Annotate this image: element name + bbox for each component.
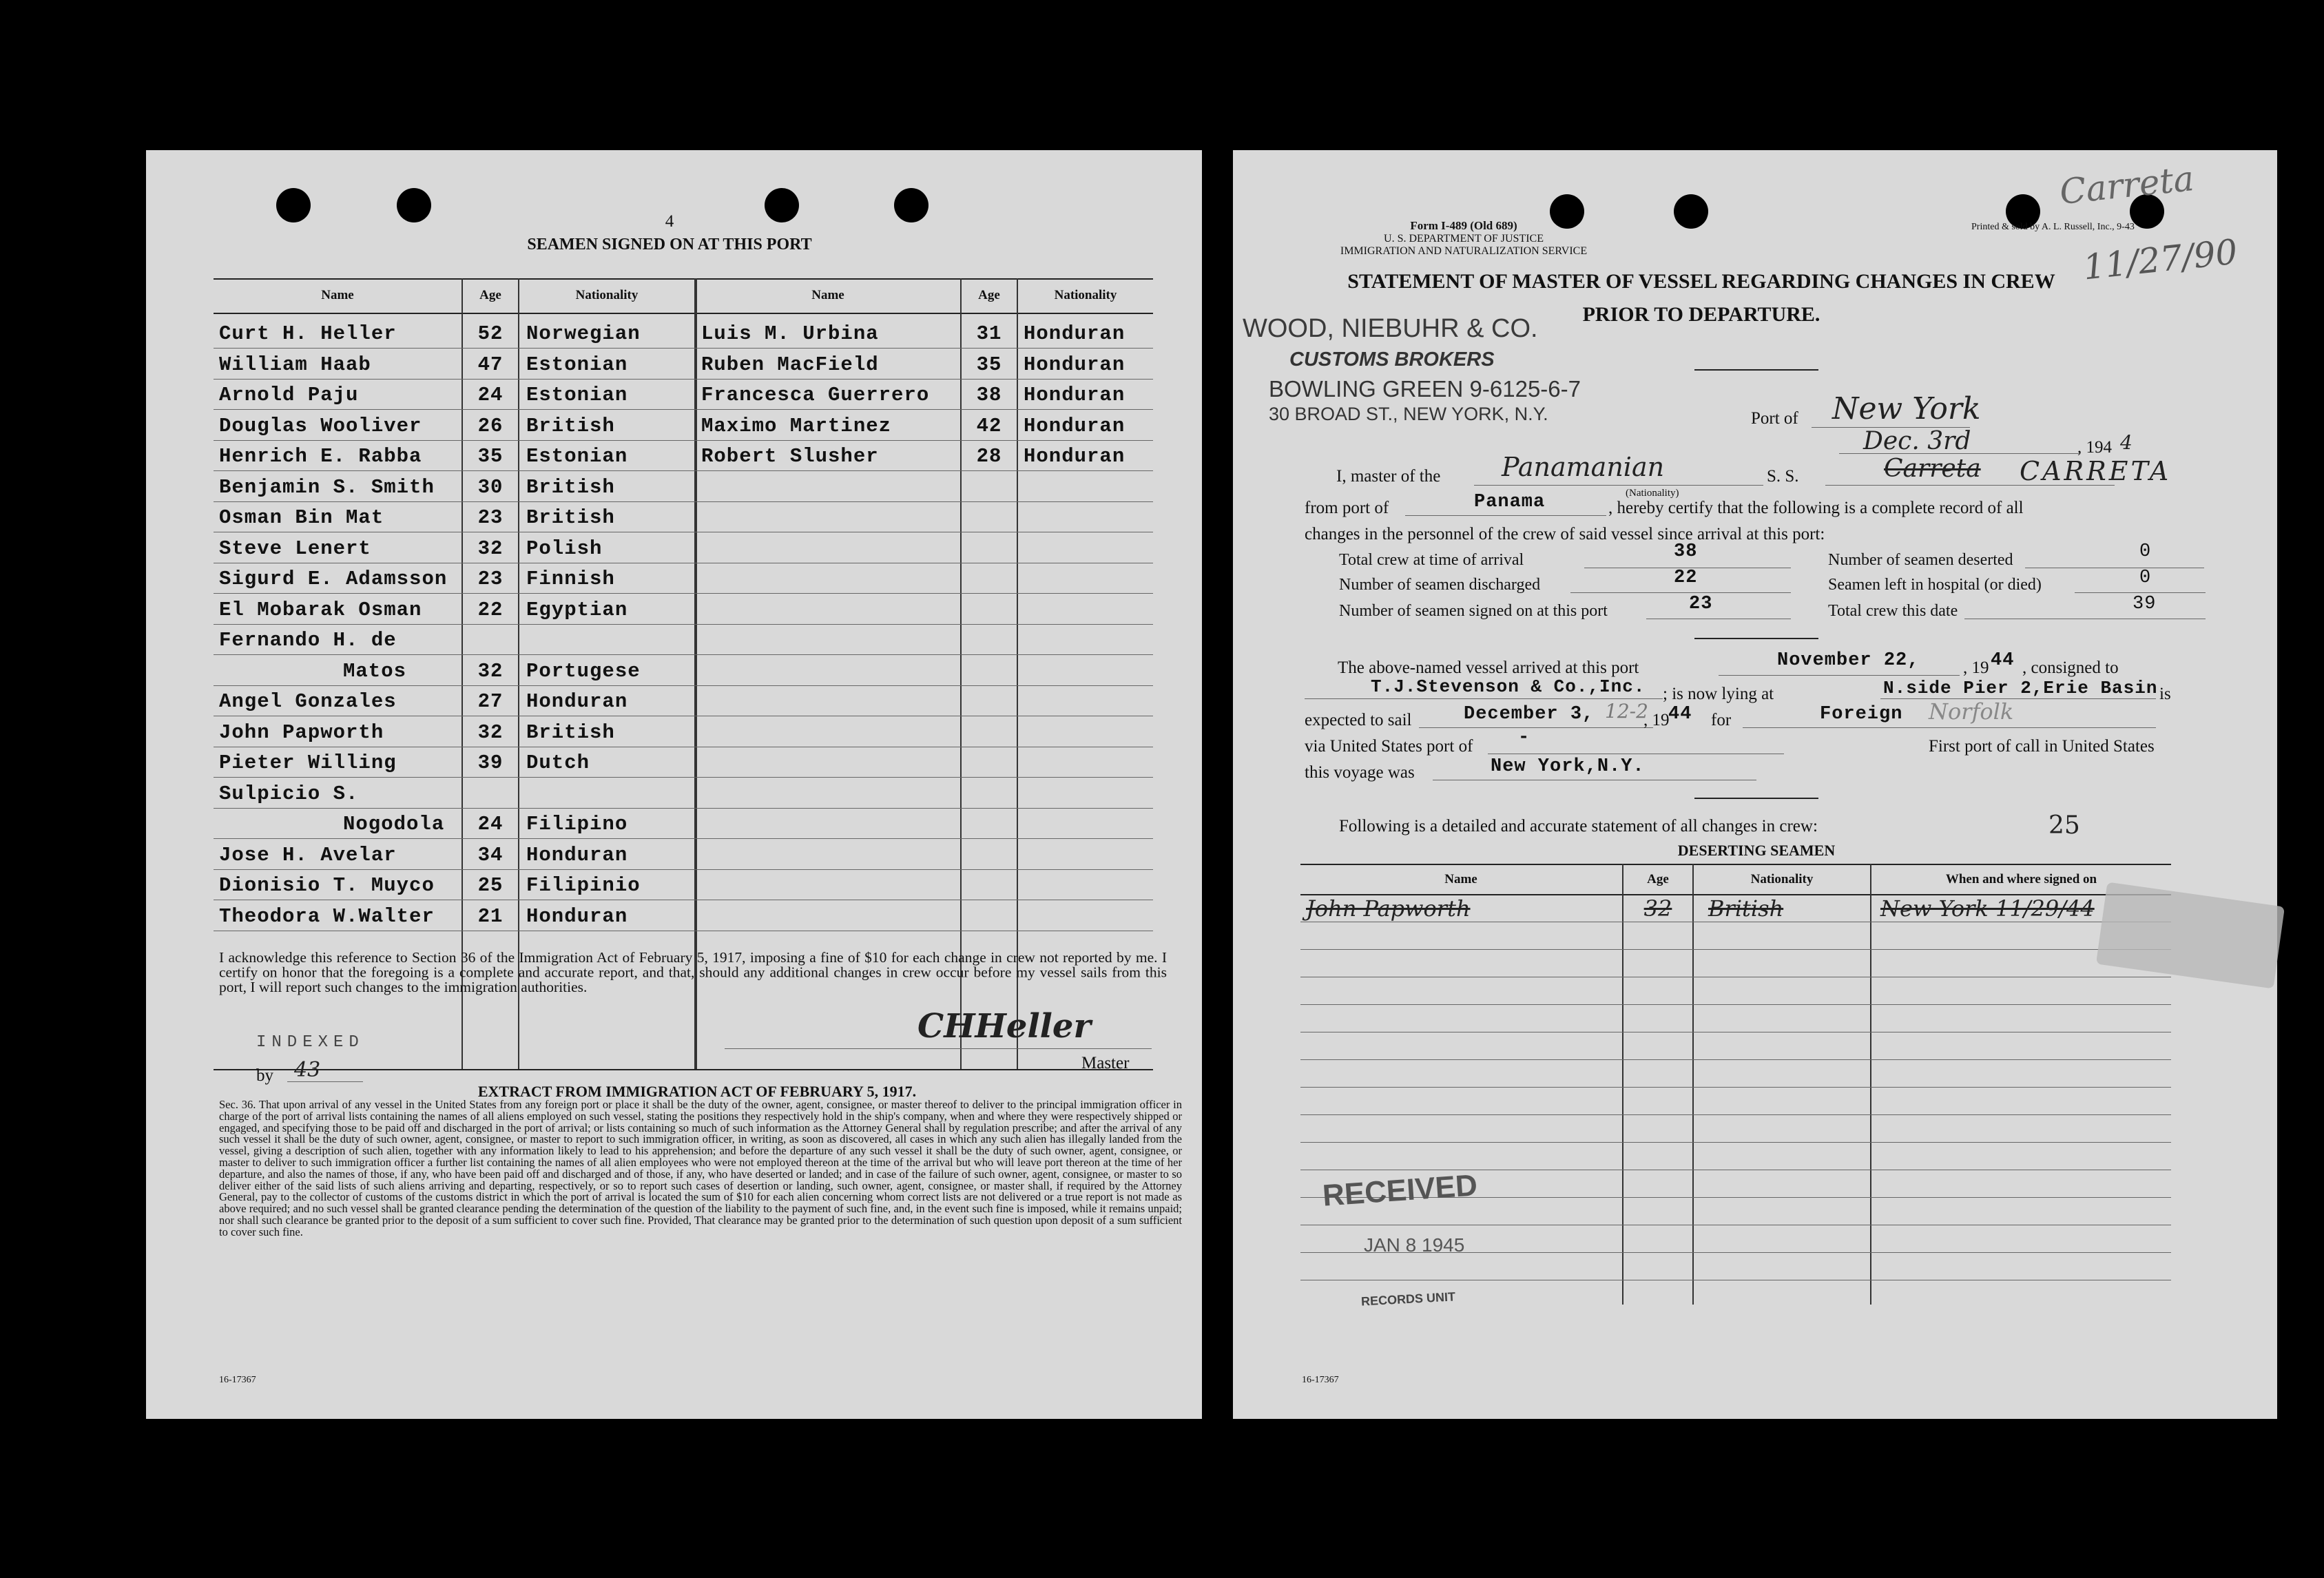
expected-label: expected to sail [1305, 711, 1412, 729]
first-port-label: First port of call in United States [1929, 737, 2155, 756]
corner-date: 11/27/90 [2081, 231, 2239, 288]
master-signature: CHHeller [917, 1007, 1091, 1046]
row-rule [214, 379, 1153, 380]
seaman-nationality: British [526, 720, 615, 744]
stat-hospital-label: Seamen left in hospital (or died) [1828, 576, 2042, 594]
seaman-nationality: Honduran [1024, 353, 1125, 376]
stat-rule [2075, 592, 2206, 593]
desert-table-top [1300, 864, 2171, 865]
seaman-age: 32 [477, 537, 504, 560]
arrived-rule [1719, 675, 1960, 676]
expected-hand: 12-2 [1605, 700, 1648, 723]
seaman-name: Luis M. Urbina [701, 322, 879, 345]
seaman-nationality: Filipinio [526, 874, 641, 897]
seaman-name: Arnold Paju [219, 384, 359, 406]
lying-value: N.side Pier 2,Erie Basin [1883, 678, 2158, 698]
seaman-age: 35 [477, 445, 504, 468]
expected-value: December 3, [1464, 704, 1595, 725]
lying-label: ; is now lying at [1663, 685, 1774, 703]
seaman-nationality: British [526, 506, 615, 529]
seaman-nationality: Honduran [1024, 384, 1125, 406]
punch-hole-3 [765, 188, 799, 222]
lying-suffix: is [2159, 685, 2171, 703]
seaman-nationality: Estonian [526, 353, 628, 376]
arrived-year: 44 [1991, 650, 2015, 671]
seaman-nationality: Finnish [526, 568, 615, 590]
from-port-label: from port of [1305, 499, 1389, 517]
seaman-nationality: British [526, 475, 615, 499]
seaman-name: Theodora W.Walter [219, 904, 435, 928]
row-rule [214, 777, 1153, 778]
seaman-nationality: Portugese [526, 659, 641, 683]
seaman-nationality: Honduran [526, 843, 628, 866]
row-rule [214, 838, 1153, 839]
master-label: Master [1081, 1054, 1130, 1072]
port-value: New York [1832, 391, 1981, 426]
col-header-name-2: Name [811, 288, 844, 302]
seaman-name: Nogodola [343, 813, 445, 835]
form-code-left: 16-17367 [219, 1375, 256, 1385]
seaman-age: 24 [477, 813, 504, 835]
desert-row-rule [1300, 1142, 2171, 1143]
seaman-age: 42 [976, 414, 1002, 437]
seaman-age: 23 [477, 568, 504, 590]
broker-stamp-line1: WOOD, NIEBUHR & CO. [1243, 314, 1538, 343]
changes-text: changes in the personnel of the crew of said vessel since arrival at this port: [1305, 525, 1825, 543]
voyage-label: this voyage was [1305, 763, 1415, 782]
stat-deserted-value: 0 [2139, 541, 2152, 562]
seaman-name: El Mobarak Osman [219, 598, 422, 621]
broker-stamp-line2: CUSTOMS BROKERS [1289, 349, 1495, 371]
seaman-name: Benjamin S. Smith [219, 475, 435, 499]
col-header-age: Age [479, 288, 501, 302]
seaman-age: 24 [477, 384, 504, 406]
seaman-name: Robert Slusher [701, 445, 879, 468]
seaman-nationality: Estonian [526, 384, 628, 406]
year-suffix: , 194 [2077, 438, 2112, 457]
nationality-caption: (Nationality) [1626, 488, 1679, 499]
desert-col-divider [1870, 864, 1871, 1305]
department: U. S. DEPARTMENT OF JUSTICE [1384, 233, 1544, 245]
arrived-label: The above-named vessel arrived at this port [1338, 658, 1639, 677]
seaman-name: Maximo Martinez [701, 414, 892, 437]
seaman-age: 32 [477, 720, 504, 744]
desert-col-age: Age [1647, 872, 1669, 886]
mid-rule [1694, 638, 1818, 639]
lying-rule [1880, 698, 2156, 699]
seaman-nationality: Dutch [526, 751, 590, 774]
row-rule [214, 440, 1153, 441]
punch-hole-1 [276, 188, 311, 222]
port-label: Port of [1751, 409, 1798, 428]
row-rule [214, 501, 1153, 502]
seaman-name: Fernando H. de [219, 629, 397, 652]
desert-col-when-where: When and where signed on [1945, 872, 2097, 886]
seaman-name: William Haab [219, 353, 371, 376]
seaman-age: 28 [976, 445, 1002, 468]
certify-text: , hereby certify that the following is a complete record of all [1608, 499, 2024, 517]
acknowledgment-text: I acknowledge this reference to Section 36 of the Immigration Act of February 5, 1917, imposing a fine of $10 for each change in crew not reported by me. I certify on honor that the foregoing is a complete and accurate report, and that, should any additional changes in crew occur before my vessel sails from this port, I will report such changes to the immigration authorities. [219, 950, 1167, 996]
extract-title: EXTRACT FROM IMMIGRATION ACT OF FEBRUARY 5, 1917. [477, 1083, 917, 1100]
ss-label: S. S. [1767, 467, 1799, 486]
seaman-nationality: Estonian [526, 445, 628, 468]
ss-print: CARRETA [2020, 456, 2172, 486]
date-rule [1839, 453, 2080, 454]
seaman-name: Steve Lenert [219, 537, 371, 560]
seaman-nationality: Honduran [1024, 445, 1125, 468]
seaman-age: 21 [477, 904, 504, 928]
desert-col-nationality: Nationality [1750, 872, 1814, 886]
seaman-name: Henrich E. Rabba [219, 445, 422, 468]
seaman-age: 38 [976, 384, 1002, 406]
tape-mark [2096, 882, 2285, 988]
col-header-name: Name [321, 288, 354, 302]
desert-col-name: Name [1444, 872, 1477, 886]
corner-note: Carreta [2057, 158, 2196, 213]
row-rule [214, 808, 1153, 809]
stat-discharged-label: Number of seamen discharged [1339, 576, 1541, 594]
from-port-rule [1405, 515, 1606, 516]
seaman-nationality: Honduran [1024, 414, 1125, 437]
punch-hole-2 [397, 188, 431, 222]
seaman-age: 27 [477, 690, 504, 713]
nationality-value: Panamanian [1502, 452, 1665, 482]
seaman-name: Francesca Guerrero [701, 384, 930, 406]
seamen-heading: SEAMEN SIGNED ON AT THIS PORT [527, 236, 812, 253]
row-rule [214, 624, 1153, 625]
punch-hole-4 [894, 188, 928, 222]
printer-note: Printed & sold by A. L. Russell, Inc., 9-43 [1971, 222, 2135, 232]
row-rule [214, 470, 1153, 471]
row-rule [214, 685, 1153, 686]
records-unit: RECORDS UNIT [1360, 1289, 1456, 1309]
by-rule [287, 1081, 363, 1082]
arrived-value: November 22, [1777, 650, 1920, 671]
master-of-label: I, master of the [1336, 467, 1441, 486]
row-rule [214, 869, 1153, 870]
table-bottom-rule [214, 1069, 1153, 1070]
service: IMMIGRATION AND NATURALIZATION SERVICE [1340, 245, 1588, 257]
row-rule [214, 593, 1153, 594]
seaman-name: Sigurd E. Adamsson [219, 568, 448, 590]
statement-title-2: PRIOR TO DEPARTURE. [1582, 303, 1820, 326]
seaman-age: 30 [477, 475, 504, 499]
by-label: by [256, 1066, 273, 1085]
page-number: 4 [665, 212, 674, 231]
seaman-age: 23 [477, 506, 504, 529]
right-page [1233, 150, 2277, 1419]
consignee-value: T.J.Stevenson & Co.,Inc. [1371, 676, 1646, 697]
changes-count: 25 [2048, 811, 2080, 840]
ss-handwritten: Carreta [1884, 455, 1981, 483]
stat-deserted-label: Number of seamen deserted [1828, 551, 2013, 569]
stat-rule [1570, 592, 1791, 593]
stat-arrival-label: Total crew at time of arrival [1339, 551, 1524, 569]
deserter-when-where: New York 11/29/44 [1880, 895, 2095, 922]
year-value: 4 [2120, 431, 2133, 454]
stat-total-value: 39 [2133, 594, 2157, 614]
seaman-nationality: Filipino [526, 813, 628, 835]
statement-title-1: STATEMENT OF MASTER OF VESSEL REGARDING CHANGES IN CREW [1347, 270, 2055, 293]
stat-signed-value: 23 [1689, 594, 1713, 614]
from-port-value: Panama [1474, 492, 1546, 512]
deserting-heading: DESERTING SEAMEN [1677, 842, 1836, 859]
expected-year-prefix: , 19 [1643, 711, 1670, 729]
seaman-name: Sulpicio S. [219, 782, 359, 805]
extract-text: Sec. 36. That upon arrival of any vessel in the United States from any foreign port or place it shall be the duty of the owner, agent, consignee, or master thereof to deliver to the principal immigration officer in charge of the port of arrival lists containing the names of all aliens employed on such vessel, stating the positions they respectively hold in the ship's company, when and where they were respectively shipped or engaged, and specifying those to be paid off and discharged in the port of arrival; or lists containing so much of such information as the Attorney General shall by regulation prescribe; and after the arrival of any such vessel it shall be the duty of such owner, agent, consignee, or master to report to such immigration officer, in writing, as soon as discovered, all cases in which any such alien has illegally landed from the vessel, giving a description of such alien, together with any information likely to lead to his apprehension; and before the departure of any such vessel it shall be the duty of such owner, agent, consignee, or master to deliver to such immigration officer a further list containing the names of all alien employees who were not employed thereon at the time of the arrival but who will leave port thereon at the time of her departure, and also the names of those, if any, who have been paid off and discharged and of those, if any, who have deserted or landed; and in case of the failure of such owner, agent, consignee, or master to so deliver either of the said lists of such aliens arriving and departing, respectively, or so to report such cases of desertion or landing, such owner, agent, consignee, or master shall, if required by the Attorney General, pay to the collector of customs of the customs district in which the port of arrival is located the sum of $10 for each alien concerning whom correct lists are not delivered or a true report is not made as above required; and no such vessel shall be granted clearance pending the determination of the question of the liability to the payment of such fine, and, in the event such fine is imposed, while it remains unpaid; nor shall such clearance be granted prior to the deposit of a sum sufficient to cover such fine. Provided, That clearance may be granted prior to the determination of such question upon deposit of a sum sufficient to cover such fine. [219, 1098, 1182, 1238]
following-text: Following is a detailed and accurate statement of all changes in crew: [1339, 817, 1818, 835]
seaman-age: 52 [477, 322, 504, 345]
via-label: via United States port of [1305, 737, 1473, 756]
form-number: Form I-489 (Old 689) [1410, 219, 1517, 232]
seaman-nationality: Polish [526, 537, 603, 560]
seaman-age: 31 [976, 322, 1002, 345]
seaman-nationality: Egyptian [526, 598, 628, 621]
form-code-right: 16-17367 [1302, 1375, 1339, 1385]
stat-arrival-value: 38 [1674, 541, 1698, 562]
received-date: JAN 8 1945 [1364, 1234, 1465, 1256]
date-value: Dec. 3rd [1863, 427, 1971, 455]
desert-row-rule [1300, 1114, 2171, 1115]
seaman-name: Osman Bin Mat [219, 506, 384, 529]
desert-col-divider [1692, 864, 1694, 1305]
for-hand: Norfolk [1929, 698, 2014, 725]
consignee-rule [1305, 698, 1663, 699]
seaman-name: Jose H. Avelar [219, 843, 397, 866]
deserter-age: 32 [1643, 895, 1672, 922]
seaman-age: 39 [477, 751, 504, 774]
seaman-age: 22 [477, 598, 504, 621]
received-stamp: RECEIVED [1321, 1168, 1479, 1213]
for-label: for [1711, 711, 1732, 729]
arrived-year-prefix: , 19 [1963, 658, 1989, 677]
seaman-name: John Papworth [219, 720, 384, 744]
signature-rule [725, 1048, 1152, 1049]
for-rule [1743, 727, 2156, 728]
left-page [146, 150, 1202, 1419]
seaman-name: Angel Gonzales [219, 690, 397, 713]
table-top-rule [214, 278, 1153, 280]
seaman-age: 47 [477, 353, 504, 376]
seaman-age: 32 [477, 659, 504, 683]
stat-signed-label: Number of seamen signed on at this port [1339, 602, 1608, 620]
seaman-nationality: Norwegian [526, 322, 641, 345]
seaman-nationality: Honduran [526, 904, 628, 928]
col-header-age-2: Age [978, 288, 1000, 302]
table-header-rule [214, 313, 1153, 314]
voyage-value: New York,N.Y. [1491, 756, 1645, 777]
punch-hole-6 [1674, 194, 1708, 229]
indexed-stamp: INDEXED [256, 1033, 364, 1052]
row-rule [214, 654, 1153, 655]
seaman-name: Ruben MacField [701, 353, 879, 376]
by-initials: 43 [294, 1058, 321, 1082]
title-rule [1694, 369, 1818, 371]
desert-row-rule [1300, 1059, 2171, 1060]
seaman-name: Douglas Wooliver [219, 414, 422, 437]
broker-stamp-line3: BOWLING GREEN 9-6125-6-7 [1269, 376, 1581, 402]
desert-row-rule [1300, 1004, 2171, 1005]
broker-stamp-line4: 30 BROAD ST., NEW YORK, N.Y. [1269, 404, 1548, 424]
desert-row-rule [1300, 1087, 2171, 1088]
stat-discharged-value: 22 [1674, 568, 1698, 588]
lower-rule [1694, 798, 1818, 799]
nationality-rule [1474, 485, 1763, 486]
for-value: Foreign [1820, 704, 1903, 725]
seaman-name: Dionisio T. Muyco [219, 874, 435, 897]
row-rule [214, 409, 1153, 410]
seaman-age: 35 [976, 353, 1002, 376]
consigned-label: , consigned to [2022, 658, 2119, 677]
seaman-nationality: British [526, 414, 615, 437]
via-value: - [1518, 727, 1531, 748]
seaman-age: 25 [477, 874, 504, 897]
desert-col-divider [1622, 864, 1623, 1305]
seaman-age: 26 [477, 414, 504, 437]
col-header-nationality: Nationality [575, 288, 639, 302]
stat-total-label: Total crew this date [1828, 602, 1958, 620]
seaman-name: Curt H. Heller [219, 322, 397, 345]
stat-hospital-value: 0 [2139, 568, 2152, 588]
deserter-nationality: British [1708, 895, 1784, 922]
desert-row-rule [1300, 949, 2171, 950]
col-header-nationality-2: Nationality [1054, 288, 1117, 302]
ss-rule [1825, 485, 2115, 486]
deserter-name: John Papworth [1306, 895, 1471, 922]
seaman-nationality: Honduran [526, 690, 628, 713]
expected-rule [1419, 727, 1653, 728]
seaman-age: 34 [477, 843, 504, 866]
expected-year: 44 [1668, 704, 1692, 725]
seaman-name: Matos [343, 659, 407, 683]
row-rule [214, 348, 1153, 349]
seaman-name: Pieter Willing [219, 751, 397, 774]
seaman-nationality: Honduran [1024, 322, 1125, 345]
